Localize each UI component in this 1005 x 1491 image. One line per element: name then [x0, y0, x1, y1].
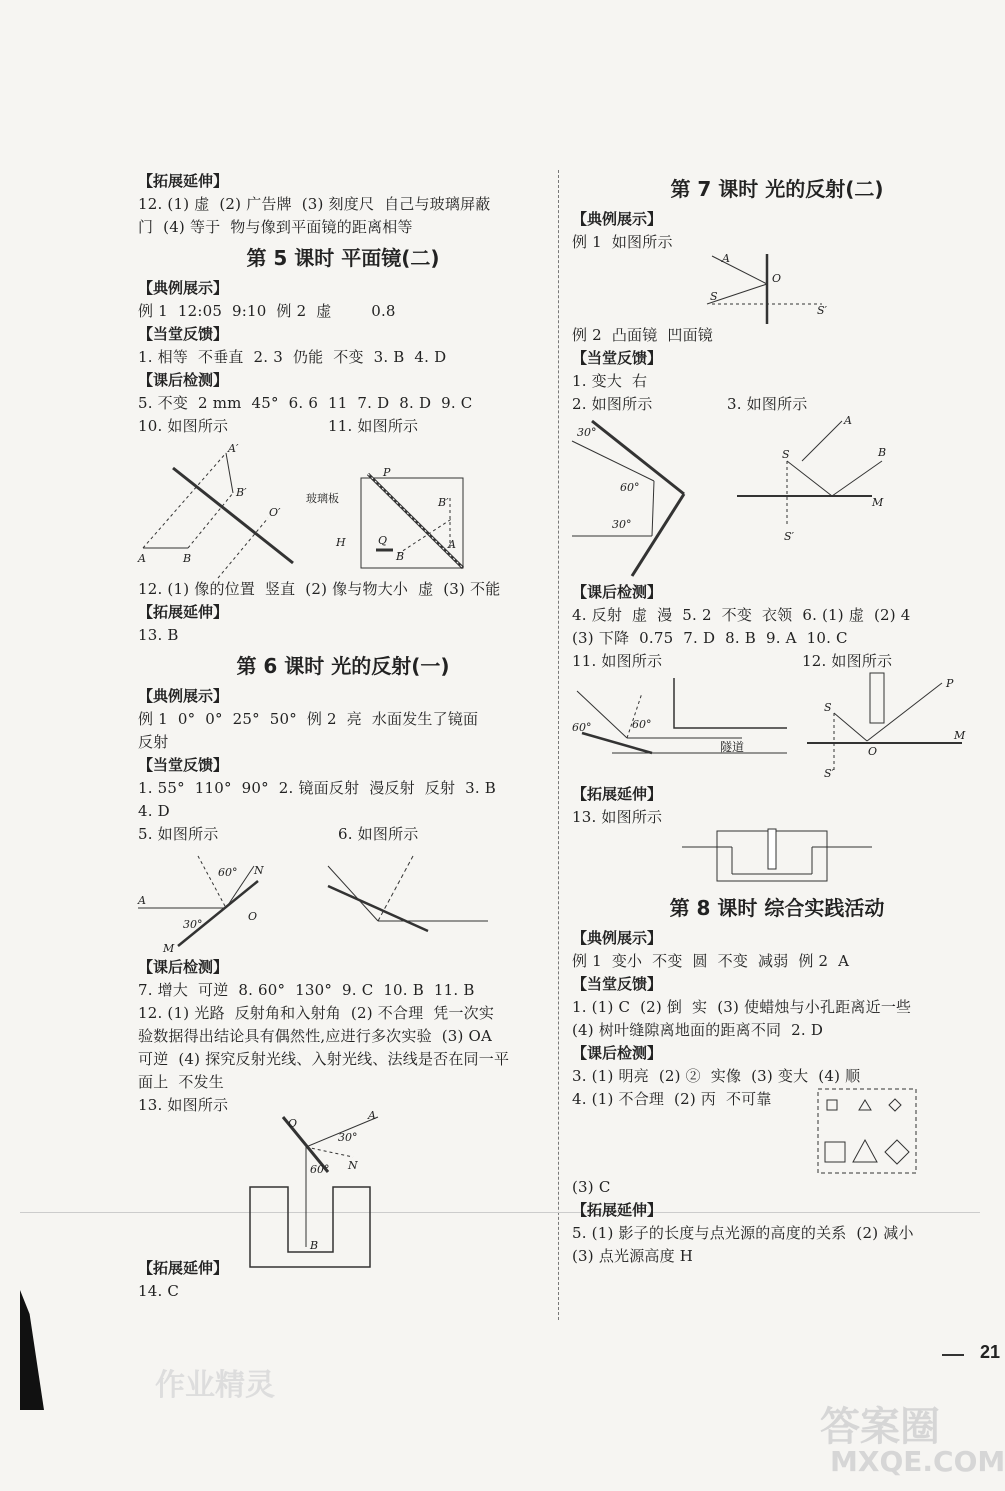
angle-label: 30° [183, 918, 203, 931]
svg-text:A: A [448, 538, 456, 551]
answer-line: 4. 反射 虚 漫 5. 2 不变 衣领 6. (1) 虚 (2) 4 [572, 606, 911, 624]
reflection-figures-5-6 [138, 846, 548, 956]
section-tag: 【课后检测】 [138, 958, 229, 976]
section-tag: 【拓展延伸】 [138, 172, 229, 190]
tunnel-figures [572, 673, 982, 783]
page-number-dash [942, 1354, 964, 1356]
svg-text:M: M [872, 496, 884, 509]
svg-text:N: N [348, 1159, 358, 1172]
svg-text:N: N [254, 864, 264, 877]
svg-text:O: O [868, 745, 878, 758]
answer-line: 5. 不变 2 mm 45° 6. 6 11 7. D 8. D 9. C [138, 394, 473, 412]
answer-line: 1. (1) C (2) 倒 实 (3) 使蜡烛与小孔距离近一些 [572, 998, 912, 1016]
svg-text:M: M [163, 942, 175, 955]
section-tag: 【课后检测】 [572, 583, 663, 601]
watermark-logo: 答案圈 [820, 1404, 940, 1450]
answer-line: 门 (4) 等于 物与像到平面镜的距离相等 [138, 218, 413, 236]
angle-label: 60° [572, 721, 592, 734]
svg-text:O′: O′ [269, 506, 281, 519]
section-tag: 【典例展示】 [138, 279, 229, 297]
answer-line: 1. 变大 右 [572, 372, 648, 390]
section-tag: 【当堂反馈】 [572, 349, 663, 367]
answer-line: 12. (1) 虚 (2) 广告牌 (3) 刻度尺 自己与玻璃屏蔽 [138, 195, 491, 213]
angle-label: 30° [338, 1131, 358, 1144]
angle-label: 60° [620, 481, 640, 494]
angle-label: 60° [310, 1163, 330, 1176]
section-tag: 【当堂反馈】 [138, 756, 229, 774]
periscope-figure [138, 1109, 548, 1257]
svg-text:A: A [844, 414, 852, 427]
svg-text:S′: S′ [824, 767, 835, 780]
svg-text:B: B [183, 552, 192, 565]
figure-caption: 13. 如图所示 [572, 808, 663, 826]
answer-line: 例 1 12:05 9:10 例 2 虚 0.8 [138, 302, 396, 320]
angle-label: 60° [632, 718, 652, 731]
svg-text:A: A [138, 552, 146, 565]
answer-line: 例 2 凸面镜 凹面镜 [572, 326, 713, 344]
answer-line: 可逆 (4) 探究反射光线、入射光线、法线是否在同一平 [138, 1050, 510, 1068]
page-edge-mark [20, 1290, 44, 1410]
column-divider [558, 170, 559, 1320]
answer-line: 1. 55° 110° 90° 2. 镜面反射 漫反射 反射 3. B [138, 779, 496, 797]
shapes-figure [817, 1088, 917, 1174]
svg-text:B′: B′ [236, 486, 247, 499]
figure-caption: 13. 如图所示 [138, 1096, 229, 1114]
svg-text:A: A [722, 252, 730, 265]
figure-caption: 3. 如图所示 [727, 395, 808, 413]
section-tag: 【拓展延伸】 [572, 1201, 663, 1219]
svg-text:P: P [946, 677, 954, 690]
svg-text:A′: A′ [228, 442, 239, 455]
glass-label: 玻璃板 [306, 492, 339, 505]
svg-text:B: B [396, 550, 405, 563]
figure-caption: 例 1 如图所示 [572, 233, 673, 251]
answer-line: 14. C [138, 1282, 180, 1300]
left-column [138, 170, 548, 1303]
svg-text:O: O [248, 910, 258, 923]
answer-line: 面上 不发生 [138, 1073, 224, 1091]
answer-line: 4. D [138, 802, 170, 820]
section-tag: 【拓展延伸】 [138, 1259, 229, 1277]
angle-label: 30° [577, 426, 597, 439]
answer-line: 4. (1) 不合理 (2) 丙 不可靠 [572, 1090, 772, 1108]
answer-line: 例 1 变小 不变 圆 不变 减弱 例 2 A [572, 952, 850, 970]
lesson-title: 第 8 课时 综合实践活动 [669, 896, 885, 920]
mirror-figures-2-3 [572, 416, 982, 581]
figure-caption: 11. 如图所示 [572, 652, 663, 670]
answer-line: 12. (1) 光路 反射角和入射角 (2) 不合理 凭一次实 [138, 1004, 495, 1022]
section-tag: 【拓展延伸】 [138, 603, 229, 621]
answer-line: 5. (1) 影子的长度与点光源的高度的关系 (2) 减小 [572, 1224, 914, 1242]
watermark-url: MXQE.COM [830, 1445, 1005, 1478]
figure-caption: 10. 如图所示 [138, 417, 229, 435]
svg-text:M: M [954, 729, 966, 742]
answer-line: 7. 增大 可逆 8. 60° 130° 9. C 10. B 11. B [138, 981, 475, 999]
svg-text:S′: S′ [817, 304, 828, 317]
tunnel-label: 隧道 [720, 740, 745, 754]
section-tag: 【课后检测】 [138, 371, 229, 389]
figure-caption: 5. 如图所示 [138, 825, 219, 843]
svg-text:B′: B′ [438, 496, 449, 509]
figure-caption: 11. 如图所示 [328, 417, 419, 435]
section-tag: 【拓展延伸】 [572, 785, 663, 803]
section-tag: 【课后检测】 [572, 1044, 663, 1062]
svg-text:A: A [138, 894, 146, 907]
figure-caption: 6. 如图所示 [338, 825, 419, 843]
answer-line: 1. 相等 不垂直 2. 3 仍能 不变 3. B 4. D [138, 348, 447, 366]
svg-text:S′: S′ [784, 530, 795, 543]
section-tag: 【典例展示】 [138, 687, 229, 705]
watermark-text: 作业精灵 [155, 1368, 275, 1403]
answer-line: (3) C [572, 1178, 611, 1196]
lesson-title: 第 7 课时 光的反射(二) [670, 177, 884, 201]
svg-text:O: O [772, 272, 782, 285]
svg-text:O: O [288, 1117, 298, 1130]
svg-text:A: A [368, 1109, 376, 1122]
section-tag: 【典例展示】 [572, 929, 663, 947]
svg-text:B: B [878, 446, 887, 459]
answer-line: 例 1 0° 0° 25° 50° 例 2 亮 水面发生了镜面 [138, 710, 479, 728]
answer-line: 13. B [138, 626, 179, 644]
svg-text:S: S [710, 290, 718, 303]
example-figure [572, 254, 982, 324]
angle-label: 30° [612, 518, 632, 531]
section-tag: 【典例展示】 [572, 210, 663, 228]
lesson-title: 第 6 课时 光的反射(一) [236, 654, 450, 678]
page-number: 21 [979, 1342, 1000, 1362]
angle-label: 60° [218, 866, 238, 879]
answer-line: (3) 下降 0.75 7. D 8. B 9. A 10. C [572, 629, 848, 647]
svg-text:Q: Q [378, 534, 388, 547]
answer-line: 12. (1) 像的位置 竖直 (2) 像与物大小 虚 (3) 不能 [138, 580, 501, 598]
svg-text:S: S [782, 448, 790, 461]
section-tag: 【当堂反馈】 [138, 325, 229, 343]
section-tag: 【当堂反馈】 [572, 975, 663, 993]
lesson-title: 第 5 课时 平面镜(二) [246, 246, 440, 270]
answer-line: 验数据得出结论具有偶然性,应进行多次实验 (3) OA [138, 1027, 493, 1045]
answer-line: (3) 点光源高度 H [572, 1247, 694, 1265]
svg-text:S: S [824, 701, 832, 714]
right-column [572, 170, 982, 1268]
figure-caption: 12. 如图所示 [802, 652, 893, 670]
figure-caption: 2. 如图所示 [572, 395, 653, 413]
two-mirror-figure [572, 829, 982, 889]
svg-text:H: H [336, 536, 346, 549]
svg-text:P: P [383, 466, 391, 479]
answer-line: (4) 树叶缝隙离地面的距离不同 2. D [572, 1021, 824, 1039]
plane-mirror-figures [138, 438, 548, 578]
answer-line: 反射 [138, 733, 169, 751]
answer-line: 3. (1) 明亮 (2) ② 实像 (3) 变大 (4) 顺 [572, 1067, 861, 1085]
svg-text:B: B [310, 1239, 319, 1252]
